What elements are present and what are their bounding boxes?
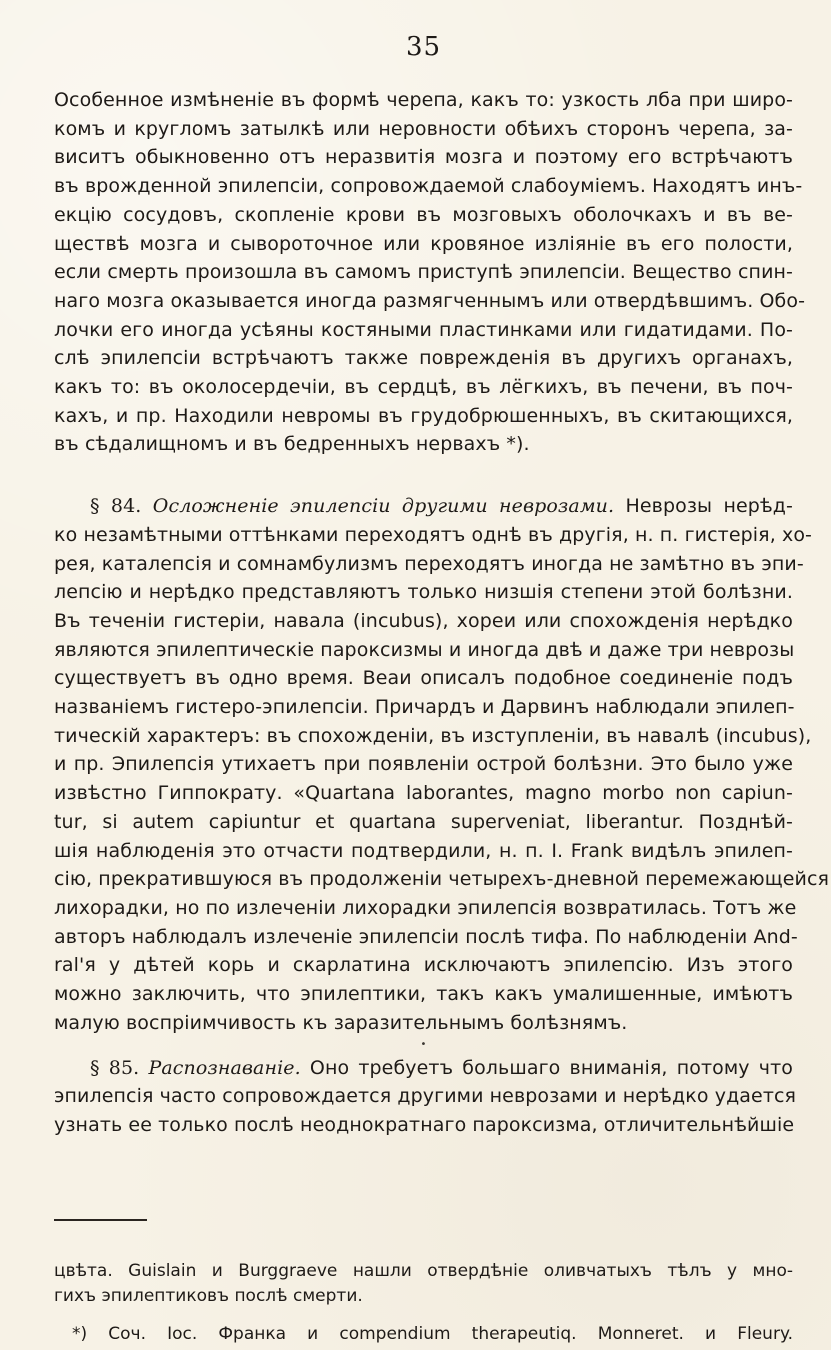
footnote-line: *) Соч. Іос. Франка и compendium therapeutiq. Monneret. и Fleury. [72, 1323, 793, 1344]
footnote-line: гихъ эпилептиковъ послѣ смерти. [54, 1285, 363, 1306]
text-line: ко незамѣтными оттѣнками переходятъ однѣ въ другія, н. п. гистерія, хо- [54, 523, 812, 546]
section-84-first-line-rest: Неврозы нерѣд- [614, 495, 794, 518]
text-line: лихорадки, но по излеченіи лихорадки эпилепсія возвратилась. Тотъ же [54, 896, 797, 919]
text-line: въ сѣдалищномъ и въ бедренныхъ нервахъ *). [54, 433, 530, 456]
section-84-label: § 84. [90, 495, 142, 518]
text-line: екцію сосудовъ, скопленіе крови въ мозговыхъ оболочкахъ и въ ве- [54, 203, 793, 226]
text-line: узнать ее только послѣ неоднократнаго пароксизма, отличительнѣйшіе [54, 1113, 795, 1136]
text-line: рея, каталепсія и сомнамбулизмъ переходятъ иногда не замѣтно въ эпи- [54, 552, 804, 575]
footnote-line: цвѣта. Guislain и Burggraeve нашли отвердѣніе оливчатыхъ тѣлъ у мно- [54, 1260, 793, 1281]
text-line: можно заключить, что эпилептики, такъ какъ умалишенные, имѣютъ [54, 983, 793, 1006]
text-line: лочки его иногда усѣяны костяными пластинками или гидатидами. По- [54, 318, 793, 341]
text-line: комъ и кругломъ затылкѣ или неровности обѣихъ сторонъ черепа, за- [54, 117, 793, 140]
section-84 [54, 492, 830, 1037]
section-84-title: Осложненіе эпилепсіи другими неврозами. [152, 495, 615, 518]
text-line: какъ то: въ околосердечіи, въ сердцѣ, въ лёгкихъ, въ печени, въ поч- [54, 376, 793, 399]
text-line: наго мозга оказывается иногда размягченнымъ или отвердѣвшимъ. Обо- [54, 289, 806, 312]
text-line: виситъ обыкновенно отъ неразвитія мозга и поэтому его встрѣчаютъ [54, 146, 793, 169]
text-line: ral'я у дѣтей корь и скарлатина исключаютъ эпилепсію. Изъ этого [54, 954, 793, 977]
section-85 [54, 1054, 797, 1140]
page-number: 35 [405, 32, 442, 62]
text-line: являются эпилептическіе пароксизмы и иногда двѣ и даже три неврозы [54, 638, 795, 661]
section-85-label: § 85. [90, 1056, 140, 1079]
section-85-first-line-rest: Оно требуетъ большаго вниманія, потому что [300, 1056, 793, 1079]
text-line: малую воспріимчивость къ заразительнымъ болѣзнямъ. [54, 1011, 628, 1034]
text-line: если смерть произошла въ самомъ приступѣ эпилепсіи. Вещество спин- [54, 261, 793, 284]
text-line: тическій характеръ: въ спохожденіи, въ изступленіи, въ навалѣ (incubus), [54, 724, 812, 747]
text-line: Въ теченіи гистеріи, навала (incubus), хореи или спохожденія нерѣдко [54, 609, 793, 632]
text-line: ществѣ мозга и сывороточное или кровяное изліяніе въ его полости, [54, 232, 793, 255]
footnote-divider [54, 1219, 147, 1221]
footnote-continuation [54, 1259, 793, 1309]
text-line: кахъ, и пр. Находили невромы въ грудобрюшенныхъ, въ скитающихся, [54, 404, 793, 427]
text-line: слѣ эпилепсіи встрѣчаютъ также поврежденія въ другихъ органахъ, [54, 347, 793, 370]
text-line: шія наблюденія это отчасти подтвердили, н. п. I. Frank видѣлъ эпилеп- [54, 839, 793, 862]
text-line: сію, прекратившуюся въ продолженіи четырехъ-дневной перемежающейся [54, 868, 830, 891]
text-line: названіемъ гистеро-эпилепсіи. Причардъ и Дарвинъ наблюдали эпилеп- [54, 696, 795, 719]
text-line: извѣстно Гиппократу. «Quartana laborantes, magno morbo non capiun- [54, 782, 793, 805]
paragraph-intro [54, 86, 806, 459]
footnote-star [54, 1322, 793, 1347]
main-text [54, 86, 830, 1140]
section-85-first-line [54, 1054, 793, 1083]
text-line: авторъ наблюдалъ излеченіе эпилепсіи послѣ тифа. По наблюденіи And- [54, 925, 798, 948]
text-line: и пр. Эпилепсія утихаетъ при появленіи острой болѣзни. Это было уже [54, 753, 793, 776]
section-85-title: Распознаваніе. [148, 1056, 301, 1079]
text-line: въ врожденной эпилепсіи, сопровождаемой слабоуміемъ. Находятъ инъ- [54, 175, 803, 198]
text-line: Особенное измѣненіе въ формѣ черепа, какъ то: узкость лба при широ- [54, 89, 793, 111]
separator-mark: • [420, 1038, 427, 1050]
text-line: лепсію и нерѣдко представляютъ только низшія степени этой болѣзни. [54, 581, 793, 604]
text-line: эпилепсія часто сопровождается другими неврозами и нерѣдко удается [54, 1085, 797, 1108]
footnotes [54, 1259, 793, 1347]
section-84-first-line [54, 492, 793, 521]
text-line: tur, si autem capiuntur et quartana superveniat, liberantur. Позднѣй- [54, 810, 793, 833]
text-line: существуетъ въ одно время. Веаи описалъ подобное соединеніе подъ [54, 667, 793, 690]
